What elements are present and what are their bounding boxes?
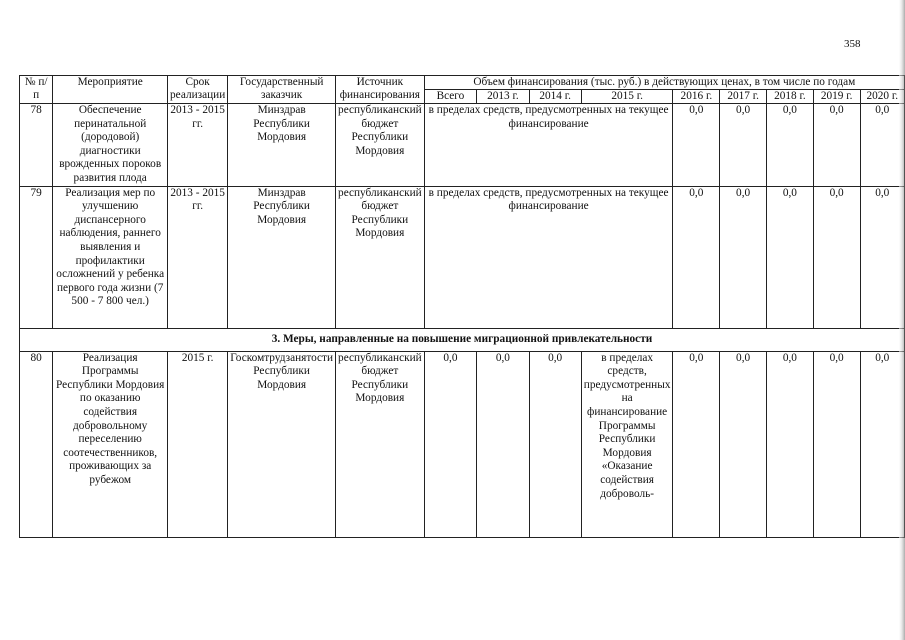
row-total: 0,0 (424, 351, 477, 537)
row-source: республиканский бюджет Республики Мордовия (336, 351, 425, 537)
section-row (20, 328, 905, 351)
year-header: 2018 г. (767, 90, 814, 104)
row-customer: Госкомтрудзанятости Республики Мордовия (228, 351, 336, 537)
row-source: республиканский бюджет Республики Мордовия (336, 186, 425, 328)
col-event-header: Мероприятие (53, 76, 168, 104)
col-source-header: Источник финансирования (336, 76, 425, 104)
row-event: Реализация мер по улучшению диспансерного наблюдения, раннего выявления и профилактики осложнений у ребенка первого года жизни (7 500 - 7 800 чел.) (53, 186, 168, 328)
row-2020: 0,0 (860, 186, 904, 328)
row-2016: 0,0 (673, 104, 720, 187)
year-header: Всего (424, 90, 477, 104)
year-header: 2020 г. (860, 90, 904, 104)
row-2018: 0,0 (767, 186, 814, 328)
year-header: 2013 г. (477, 90, 529, 104)
col-volume-header: Объем финансирования (тыс. руб.) в действующих ценах, в том числе по годам (424, 76, 904, 90)
row-event: Обеспечение перинатальной (дородовой) диагностики врожденных пороков развития плода (53, 104, 168, 187)
year-header: 2017 г. (720, 90, 767, 104)
row-2016: 0,0 (673, 186, 720, 328)
col-customer-header: Государственный заказчик (228, 76, 336, 104)
scan-edge-shadow (899, 0, 905, 640)
year-header: 2019 г. (813, 90, 860, 104)
year-header: 2015 г. (581, 90, 673, 104)
row-2015: в пределах средств, предусмотренных на финансирование Программы Республики Мордовия «Оказание содействия доброволь- (581, 351, 673, 537)
row-merged-financing: в пределах средств, предусмотренных на текущее финансирование (424, 104, 673, 187)
row-term: 2013 - 2015 гг. (168, 186, 228, 328)
row-customer: Минздрав Республики Мордовия (228, 104, 336, 187)
row-2017: 0,0 (720, 104, 767, 187)
year-header: 2016 г. (673, 90, 720, 104)
row-2013: 0,0 (477, 351, 529, 537)
row-num: 79 (20, 186, 53, 328)
row-term: 2013 - 2015 гг. (168, 104, 228, 187)
header-row (20, 76, 905, 90)
row-2018: 0,0 (767, 104, 814, 187)
row-num: 80 (20, 351, 53, 537)
row-2017: 0,0 (720, 186, 767, 328)
row-num: 78 (20, 104, 53, 187)
col-term-header: Срок реализации (168, 76, 228, 104)
page-number: 358 (844, 38, 861, 50)
row-source: республиканский бюджет Республики Мордовия (336, 104, 425, 187)
year-header: 2014 г. (529, 90, 581, 104)
section-title: 3. Меры, направленные на повышение миграционной привлекательности (20, 328, 905, 351)
col-num-header: № п/п (20, 76, 53, 104)
row-2019: 0,0 (813, 351, 860, 537)
row-2019: 0,0 (813, 186, 860, 328)
row-2014: 0,0 (529, 351, 581, 537)
row-merged-financing: в пределах средств, предусмотренных на текущее финансирование (424, 186, 673, 328)
table-row-78 (20, 104, 905, 187)
row-2019: 0,0 (813, 104, 860, 187)
row-2020: 0,0 (860, 104, 904, 187)
row-2017: 0,0 (720, 351, 767, 537)
financing-table (19, 75, 905, 538)
row-2016: 0,0 (673, 351, 720, 537)
row-customer: Минздрав Республики Мордовия (228, 186, 336, 328)
table-row-79 (20, 186, 905, 328)
row-event: Реализация Программы Республики Мордовия по оказанию содействия добровольному переселению соотечественников, проживающих за рубежом (53, 351, 168, 537)
row-2018: 0,0 (767, 351, 814, 537)
row-term: 2015 г. (168, 351, 228, 537)
row-2020: 0,0 (860, 351, 904, 537)
table-row-80 (20, 351, 905, 537)
